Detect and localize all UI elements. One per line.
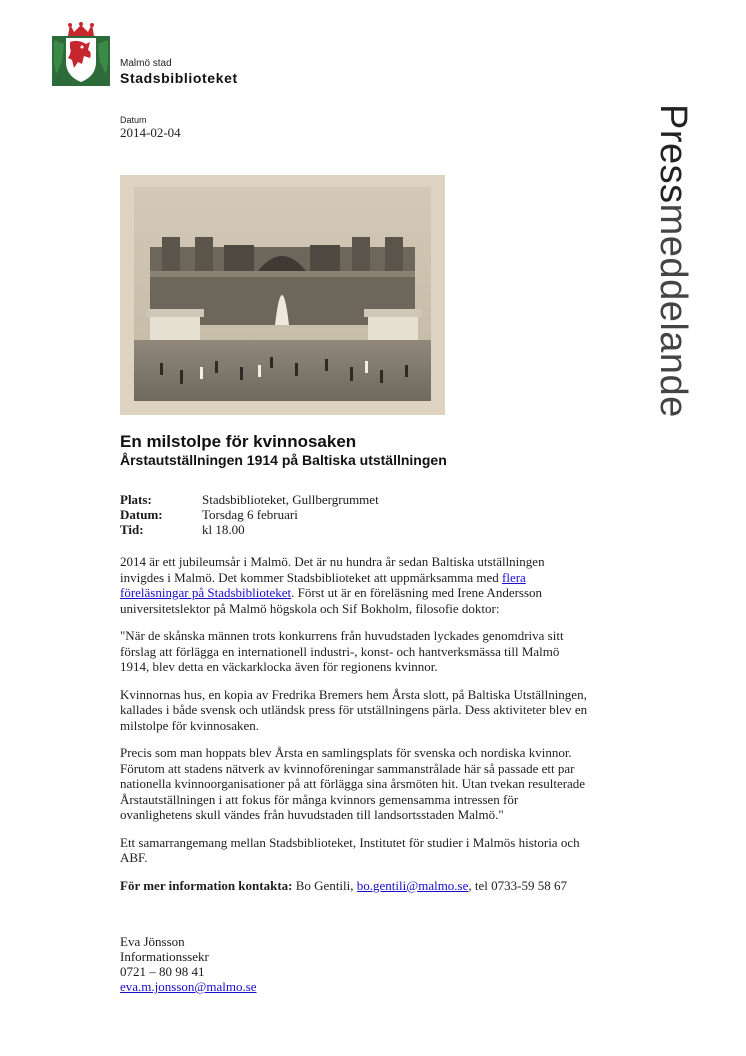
organization-name bbox=[120, 58, 238, 86]
paragraph-collaboration: Ett samarrangemang mellan Stadsbiblioteket, Institutet för studier i Malmös historia och ABF. bbox=[120, 834, 580, 865]
signature-email-link[interactable]: eva.m.jonsson@malmo.se bbox=[120, 979, 257, 994]
event-details bbox=[120, 492, 379, 537]
pressmeddelande-vertical-title bbox=[654, 104, 692, 418]
meta-row-place bbox=[120, 492, 379, 507]
vertical-title-part1: Press bbox=[652, 104, 694, 204]
signature-title: Informationssekr bbox=[120, 949, 209, 964]
intro-text: 2014 är ett jubileumsår i Malmö. Det är nu hundra år sedan Baltiska utställningen invigdes i Malmö. Det kommer Stadsbiblioteket att uppmärksamma med bbox=[120, 554, 545, 585]
signature-block bbox=[120, 934, 257, 994]
contact-line bbox=[120, 878, 590, 894]
signature-name: Eva Jönsson bbox=[120, 934, 185, 949]
contact-phone: , tel 0733-59 58 67 bbox=[468, 877, 567, 893]
lectures-link[interactable]: flera föreläsningar på Stadsbiblioteket bbox=[120, 569, 526, 600]
malmo-stad-logo bbox=[52, 22, 110, 86]
date-block bbox=[120, 115, 181, 141]
meta-value-date: Torsdag 6 februari bbox=[202, 507, 298, 522]
date-value: 2014-02-04 bbox=[120, 125, 181, 140]
exhibition-photo bbox=[120, 175, 445, 415]
paragraph-networks: Förutom att stadens nätverk av kvinnoföreningar sammanstrålade här så passade ett par nationella kvinnoorganisationer på att förlägga sina årsmöten hit. Utan tvekan resulterade Årstautställningen i att fokus för många kvinnors gemensamma intressen för ovanlighetens skull vändes från huvudstaden till landsortsstaden Malmö." bbox=[120, 760, 586, 822]
headline-title: En milstolpe för kvinnosaken bbox=[120, 432, 357, 451]
vertical-title-part2: meddelande bbox=[652, 203, 694, 418]
meta-row-date bbox=[120, 507, 379, 522]
headline-subtitle: Årstautställningen 1914 på Baltiska utställningen bbox=[120, 452, 447, 468]
intro-text-end: . Först ut är en föreläsning med Irene Andersson universitetslektor på Malmö högskola och Sif Bokholm, filosofie doktor: bbox=[120, 585, 543, 616]
meta-value-place: Stadsbiblioteket, Gullbergrummet bbox=[202, 492, 379, 507]
org-library: Stadsbiblioteket bbox=[120, 70, 238, 86]
paragraph-kvinnornas-hus: Kvinnornas hus, en kopia av Fredrika Bremers hem Årsta slott, på Baltiska Utställningen, kallades i både svensk och utländsk press för utställningens pärla. Dess aktiviteter blev en milstolpe för kvinnosaken. bbox=[120, 686, 588, 733]
contact-name: Bo Gentili, bbox=[292, 877, 357, 893]
org-city: Malmö stad bbox=[120, 58, 172, 69]
meta-row-time bbox=[120, 522, 379, 537]
contact-label: För mer information kontakta: bbox=[120, 877, 293, 893]
headline bbox=[120, 432, 447, 469]
press-body bbox=[120, 554, 590, 905]
meta-value-time: kl 18.00 bbox=[202, 522, 245, 537]
contact-email-link[interactable]: bo.gentili@malmo.se bbox=[356, 877, 469, 893]
meta-key-date: Datum: bbox=[120, 507, 163, 522]
paragraph-intro bbox=[120, 554, 590, 616]
paragraph-quote: "När de skånska männen trots konkurrens från huvudstaden lyckades genomdriva sitt förslag att förlägga en internationell industri-, konst- och hantverksmässa till Malmö 1914, blev detta en väckarklocka även för regionens kvinnor. bbox=[120, 628, 564, 674]
meta-key-time: Tid: bbox=[120, 522, 144, 537]
date-label: Datum bbox=[120, 115, 147, 125]
signature-phone: 0721 – 80 98 41 bbox=[120, 964, 205, 979]
paragraph-arsta: Precis som man hoppats blev Årsta en samlingsplats för svenska och nordiska kvinnor. bbox=[120, 745, 572, 760]
meta-key-place: Plats: bbox=[120, 492, 152, 507]
coat-of-arms-icon bbox=[52, 22, 110, 86]
